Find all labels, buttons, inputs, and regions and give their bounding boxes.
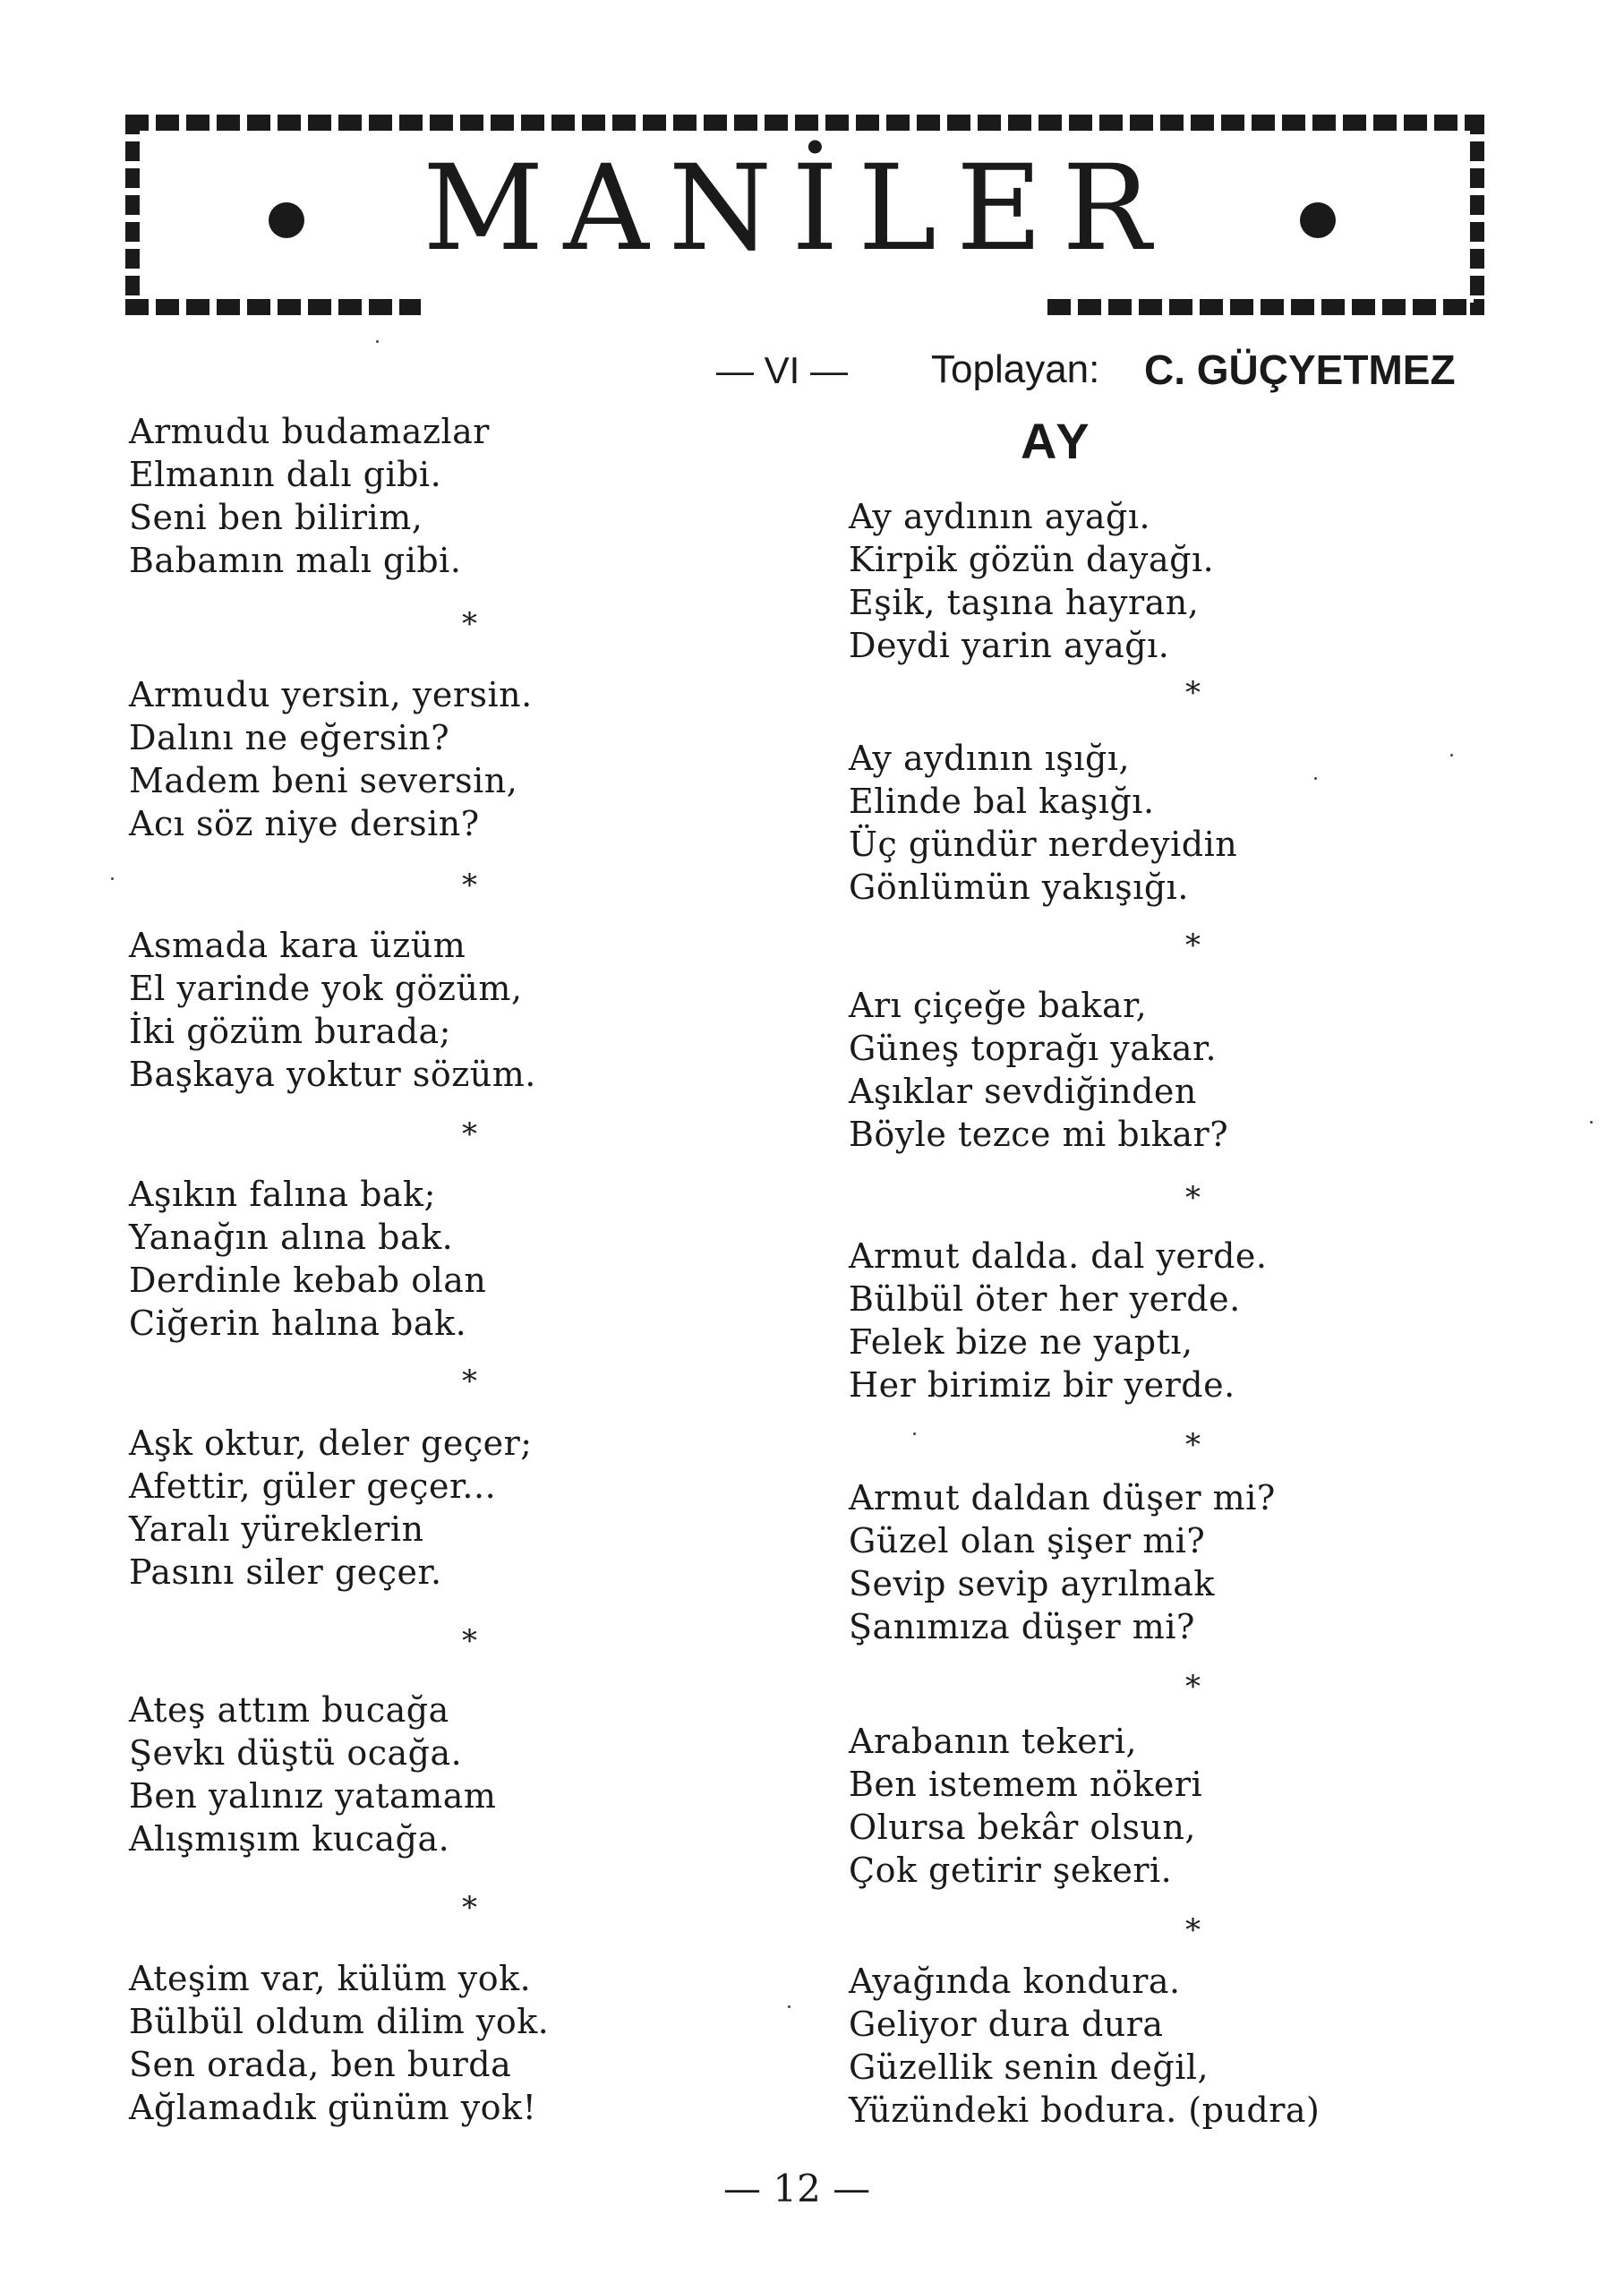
asterisk-separator: * (1185, 675, 1201, 711)
verse-line: Ay aydının ışığı, (849, 739, 1131, 778)
verse-line: Dalını ne eğersin? (129, 718, 450, 757)
asterisk-separator: * (462, 606, 477, 642)
verse-line: Aşıkın falına bak; (129, 1175, 436, 1214)
verse-line: Yüzündeki bodura. (pudra) (849, 2090, 1321, 2130)
section-heading: AY (1021, 413, 1093, 469)
stanza (849, 1235, 1529, 1406)
verse-line: Güneş toprağı yakar. (849, 1029, 1218, 1068)
verse-line: Bülbül oldum dilim yok. (129, 2002, 550, 2041)
asterisk-separator: * (1185, 1912, 1201, 1948)
bullet-dot-icon (1300, 202, 1336, 238)
stanza (129, 1422, 809, 1594)
verse-line: Elinde bal kaşığı. (849, 782, 1155, 821)
verse-line: Böyle tezce mi bıkar? (849, 1115, 1229, 1154)
asterisk-separator: * (462, 1890, 477, 1926)
verse-line: Geliyor dura dura (849, 2005, 1164, 2044)
verse-line: Afettir, güler geçer... (129, 1466, 497, 1506)
asterisk-separator: * (1185, 1669, 1201, 1705)
scan-speck (913, 1432, 916, 1435)
stanza (129, 924, 809, 1096)
verse-line: Armudu budamazlar (129, 412, 490, 451)
verse-line: Aşk oktur, deler geçer; (129, 1423, 533, 1463)
verse-line: Ben yalınız yatamam (129, 1776, 497, 1816)
verse-line: Eşik, taşına hayran, (849, 583, 1200, 622)
verse-line: Armut daldan düşer mi? (849, 1478, 1276, 1517)
verse-line: Ateşim var, külüm yok. (129, 1959, 532, 1998)
verse-line: Ateş attım bucağa (129, 1690, 449, 1730)
scan-speck (376, 340, 379, 343)
stanza (129, 1173, 809, 1345)
page-number: — 12 — (723, 2167, 871, 2210)
scan-speck (788, 2005, 791, 2008)
verse-line: Üç gündür nerdeyidin (849, 825, 1238, 864)
verse-line: Deydi yarin ayağı. (849, 626, 1170, 665)
verse-line: İki gözüm burada; (129, 1012, 451, 1051)
verse-line: Armut dalda. dal yerde. (849, 1236, 1268, 1276)
asterisk-separator: * (462, 1623, 477, 1659)
verse-line: Yaralı yüreklerin (129, 1509, 424, 1549)
banner-border-top (125, 115, 1484, 131)
verse-line: Kirpik gözün dayağı. (849, 540, 1215, 579)
verse-line: Arı çiçeğe bakar, (849, 986, 1148, 1025)
verse-line: Ay aydının ayağı. (849, 497, 1151, 536)
verse-line: Bülbül öter her yerde. (849, 1279, 1241, 1319)
verse-line: Şanımıza düşer mi? (849, 1607, 1195, 1646)
verse-line: Arabanın tekeri, (849, 1722, 1138, 1761)
verse-line: Alışmışım kucağa. (129, 1819, 450, 1859)
verse-line: Güzel olan şişer mi? (849, 1521, 1206, 1560)
banner-border-right (1470, 115, 1484, 315)
scan-speck (1450, 754, 1453, 757)
stanza (129, 1957, 809, 2129)
verse-line: Sen orada, ben burda (129, 2045, 512, 2084)
verse-line: Başkaya yoktur sözüm. (129, 1055, 536, 1094)
verse-line: Elmanın dalı gibi. (129, 455, 442, 494)
stanza (849, 984, 1529, 1156)
verse-line: Sevip sevip ayrılmak (849, 1564, 1215, 1603)
stanza (849, 1476, 1529, 1648)
banner-border-bottom-left (125, 299, 421, 315)
stanza (129, 1688, 809, 1860)
verse-line: Felek bize ne yaptı, (849, 1322, 1193, 1362)
collector-name: C. GÜÇYETMEZ (1144, 346, 1456, 393)
stanza (849, 1960, 1529, 2132)
verse-line: Babamın malı gibi. (129, 541, 462, 580)
banner-border-bottom-right (1047, 299, 1484, 315)
verse-line: Ayağında kondura. (849, 1962, 1181, 2001)
title-banner (125, 115, 1484, 319)
asterisk-separator: * (1185, 1180, 1201, 1216)
banner-border-left (125, 115, 140, 315)
verse-line: Derdinle kebab olan (129, 1261, 487, 1300)
asterisk-separator: * (1185, 1427, 1201, 1463)
verse-line: Çok getirir şekeri. (849, 1851, 1173, 1890)
verse-line: Her birimiz bir yerde. (849, 1365, 1235, 1405)
verse-line: Yanağın alına bak. (129, 1218, 454, 1257)
stanza (849, 737, 1529, 909)
stanza (849, 1720, 1529, 1892)
asterisk-separator: * (462, 1364, 477, 1399)
stanza (849, 495, 1529, 667)
stanza (129, 673, 809, 845)
verse-line: Seni ben bilirim, (129, 498, 423, 537)
verse-line: El yarinde yok gözüm, (129, 969, 523, 1008)
series-number: — VI — (716, 349, 849, 391)
verse-line: Ciğerin halına bak. (129, 1304, 467, 1343)
scan-speck (1314, 777, 1317, 780)
verse-line: Armudu yersin, yersin. (129, 675, 533, 714)
verse-line: Asmada kara üzüm (129, 926, 466, 965)
verse-line: Güzellik senin değil, (849, 2047, 1209, 2087)
verse-line: Aşıklar sevdiğinden (849, 1072, 1197, 1111)
verse-line: Acı söz niye dersin? (129, 804, 480, 843)
verse-line: Ben istemem nökeri (849, 1765, 1203, 1804)
verse-line: Ağlamadık günüm yok! (129, 2088, 537, 2127)
verse-line: Gönlümün yakışığı. (849, 868, 1189, 907)
scan-speck (1590, 1121, 1593, 1124)
page-title: MANİLER (423, 140, 1171, 278)
bullet-dot-icon (269, 202, 304, 238)
scan-speck (111, 877, 114, 880)
asterisk-separator: * (1185, 928, 1201, 963)
asterisk-separator: * (462, 868, 477, 903)
collector-label: Toplayan: (931, 347, 1100, 391)
verse-line: Pasını siler geçer. (129, 1552, 442, 1592)
verse-line: Şevkı düştü ocağa. (129, 1733, 463, 1773)
verse-line: Madem beni seversin, (129, 761, 518, 800)
verse-line: Olursa bekâr olsun, (849, 1808, 1196, 1847)
asterisk-separator: * (462, 1116, 477, 1152)
stanza (129, 410, 809, 582)
